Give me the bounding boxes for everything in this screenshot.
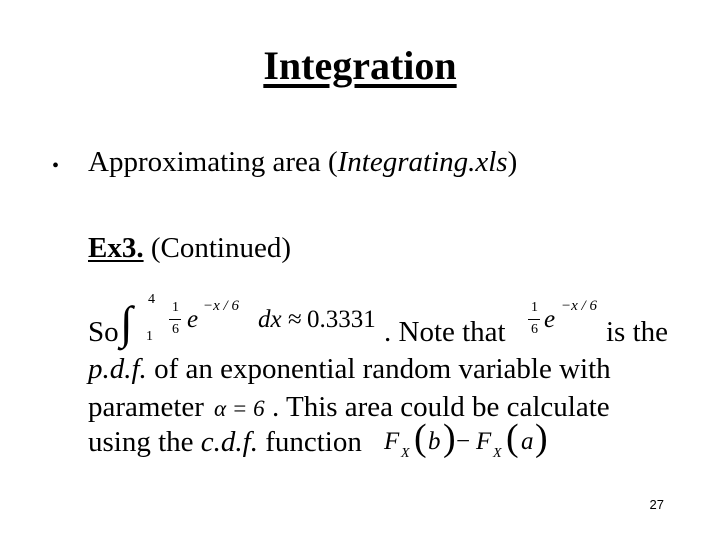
bullet-text: Approximating area (Integrating.xls) [88, 146, 518, 178]
cdf-F1: F [384, 428, 400, 455]
exp-power: −x / 6 [203, 298, 239, 314]
integral-sign: ∫ [120, 297, 133, 348]
cdf-paren-close-1: ) [443, 417, 456, 459]
density-fraction-bar [528, 319, 540, 320]
cdf-a: a [521, 428, 534, 455]
paragraph-line-3: parameter [88, 391, 204, 423]
example-heading: Ex3. (Continued) [88, 232, 291, 264]
pdf-term: p.d.f. [88, 353, 147, 385]
approx-sign: ≈ [288, 306, 302, 333]
integral-result: 0.3331 [307, 306, 376, 333]
paragraph-line-1 [88, 316, 119, 349]
integral-lower-limit: 1 [146, 329, 153, 344]
density-fraction-numerator: 1 [531, 300, 538, 315]
exp-base: e [187, 306, 199, 333]
note-that-text: . Note that [384, 316, 506, 348]
paragraph-line-4: using the c.d.f. function [88, 426, 362, 458]
cdf-paren-open-1: ( [414, 417, 427, 459]
paragraph-line-2: p.d.f. of an exponential random variable with [88, 353, 611, 385]
slide-title: Integration [263, 43, 457, 88]
density-exp-power: −x / 6 [561, 298, 597, 314]
paragraph-line-3-rest: . This area could be calculate [272, 391, 610, 423]
fraction-denominator: 6 [172, 322, 179, 337]
fraction-bar [169, 319, 181, 320]
density-exp-base: e [544, 306, 556, 333]
bullet-icon: • [52, 155, 60, 177]
cdf-paren-open-2: ( [506, 417, 519, 459]
so-text: So [88, 316, 119, 348]
page-number: 27 [649, 497, 664, 512]
integral-upper-limit: 4 [148, 292, 155, 307]
cdf-term: c.d.f. [200, 426, 258, 458]
bullet-filename: Integrating.xls [337, 146, 508, 178]
fraction-numerator: 1 [172, 300, 179, 315]
cdf-F2: F [476, 428, 492, 455]
cdf-X2: X [493, 446, 502, 461]
cdf-b: b [428, 428, 441, 455]
is-the-text: is the [606, 316, 669, 348]
cdf-paren-close-2: ) [535, 417, 548, 459]
example-label: Ex3. [88, 232, 144, 264]
density-fraction-denominator: 6 [531, 322, 538, 337]
cdf-X1: X [401, 446, 410, 461]
dx: dx [258, 306, 282, 333]
cdf-minus: − [456, 428, 471, 455]
alpha-parameter: α = 6 [214, 396, 265, 421]
